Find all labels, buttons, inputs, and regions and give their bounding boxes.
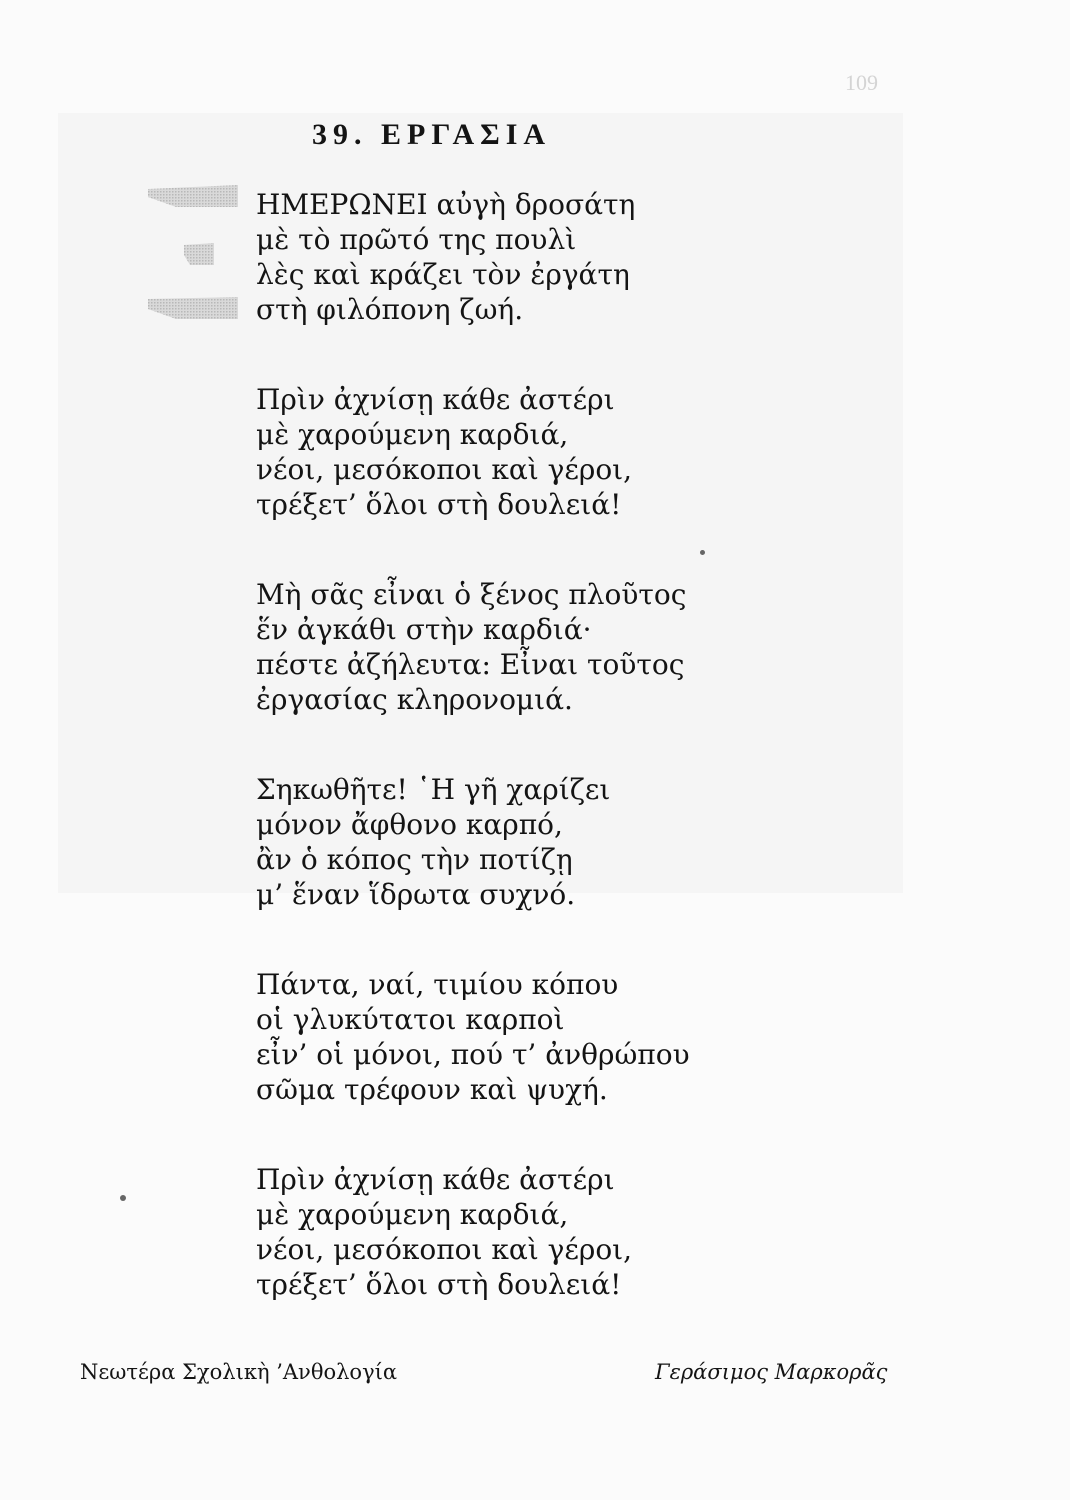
- poem-line: Πάντα, ναί, τιμίου κόπου: [256, 968, 619, 1001]
- poem-line: ἂν ὁ κόπος τὴν ποτίζῃ: [256, 843, 573, 876]
- poem-stanza: [256, 1162, 690, 1302]
- print-speck: [700, 550, 705, 555]
- poem-stanza: [256, 577, 690, 717]
- poem-line: πέστε ἀζήλευτα: Εἶναι τοῦτος: [256, 648, 685, 681]
- poem-line: εἶν’ οἱ μόνοι, πού τ’ ἀνθρώπου: [256, 1038, 690, 1071]
- anthology-source: Νεωτέρα Σχολικὴ ’Ανθολογία: [80, 1360, 398, 1384]
- poem-line: Μὴ σᾶς εἶναι ὁ ξένος πλοῦτος: [256, 578, 687, 611]
- poem-line: στὴ φιλόπονη ζωή.: [256, 293, 524, 326]
- poem-line: μὲ χαρούμενη καρδιά,: [256, 1198, 569, 1231]
- poem-line: οἱ γλυκύτατοι καρποὶ: [256, 1003, 565, 1036]
- poem-line: μ’ ἕναν ἵδρωτα συχνό.: [256, 878, 576, 911]
- poem-line: μὲ τὸ πρῶτό της πουλὶ: [256, 223, 577, 256]
- poem-stanza: [256, 772, 690, 912]
- poem-line: Πρὶν ἀχνίσῃ κάθε ἀστέρι: [256, 383, 615, 416]
- poem-line: μὲ χαρούμενη καρδιά,: [256, 418, 569, 451]
- poem-stanza: [256, 382, 690, 522]
- poem-title: 39. ΕΡΓΑΣΙΑ: [312, 118, 552, 151]
- poem-stanza: [256, 967, 690, 1107]
- poem-line: τρέξετ’ ὅλοι στὴ δουλειά!: [256, 1268, 622, 1301]
- poem-line: μόνον ἄφθονο καρπό,: [256, 808, 563, 841]
- poem-line: Πρὶν ἀχνίσῃ κάθε ἀστέρι: [256, 1163, 615, 1196]
- ornamental-initial-mark: [148, 185, 238, 335]
- poem-line: σῶμα τρέφουν καὶ ψυχή.: [256, 1073, 608, 1106]
- poem-line: ἕν ἀγκάθι στὴν καρδιά·: [256, 613, 592, 646]
- poem-line: λὲς καὶ κράζει τὸν ἐργάτη: [256, 258, 630, 291]
- poem-author: Γεράσιμος Μαρκορᾶς: [655, 1360, 888, 1384]
- page-number: 109: [845, 70, 878, 95]
- poem-line: τρέξετ’ ὅλοι στὴ δουλειά!: [256, 488, 622, 521]
- poem-line: νέοι, μεσόκοποι καὶ γέροι,: [256, 1233, 633, 1266]
- poem-line: ἐργασίας κληρονομιά.: [256, 683, 573, 716]
- poem-body: [256, 187, 690, 1357]
- poem-line: Σηκωθῆτε! ῾Η γῆ χαρίζει: [256, 773, 611, 806]
- poem-stanza: [256, 187, 690, 327]
- poem-line: ΗΜΕΡΩΝΕΙ αὐγὴ δροσάτη: [256, 188, 636, 221]
- poem-line: νέοι, μεσόκοποι καὶ γέροι,: [256, 453, 633, 486]
- print-speck: [120, 1195, 126, 1201]
